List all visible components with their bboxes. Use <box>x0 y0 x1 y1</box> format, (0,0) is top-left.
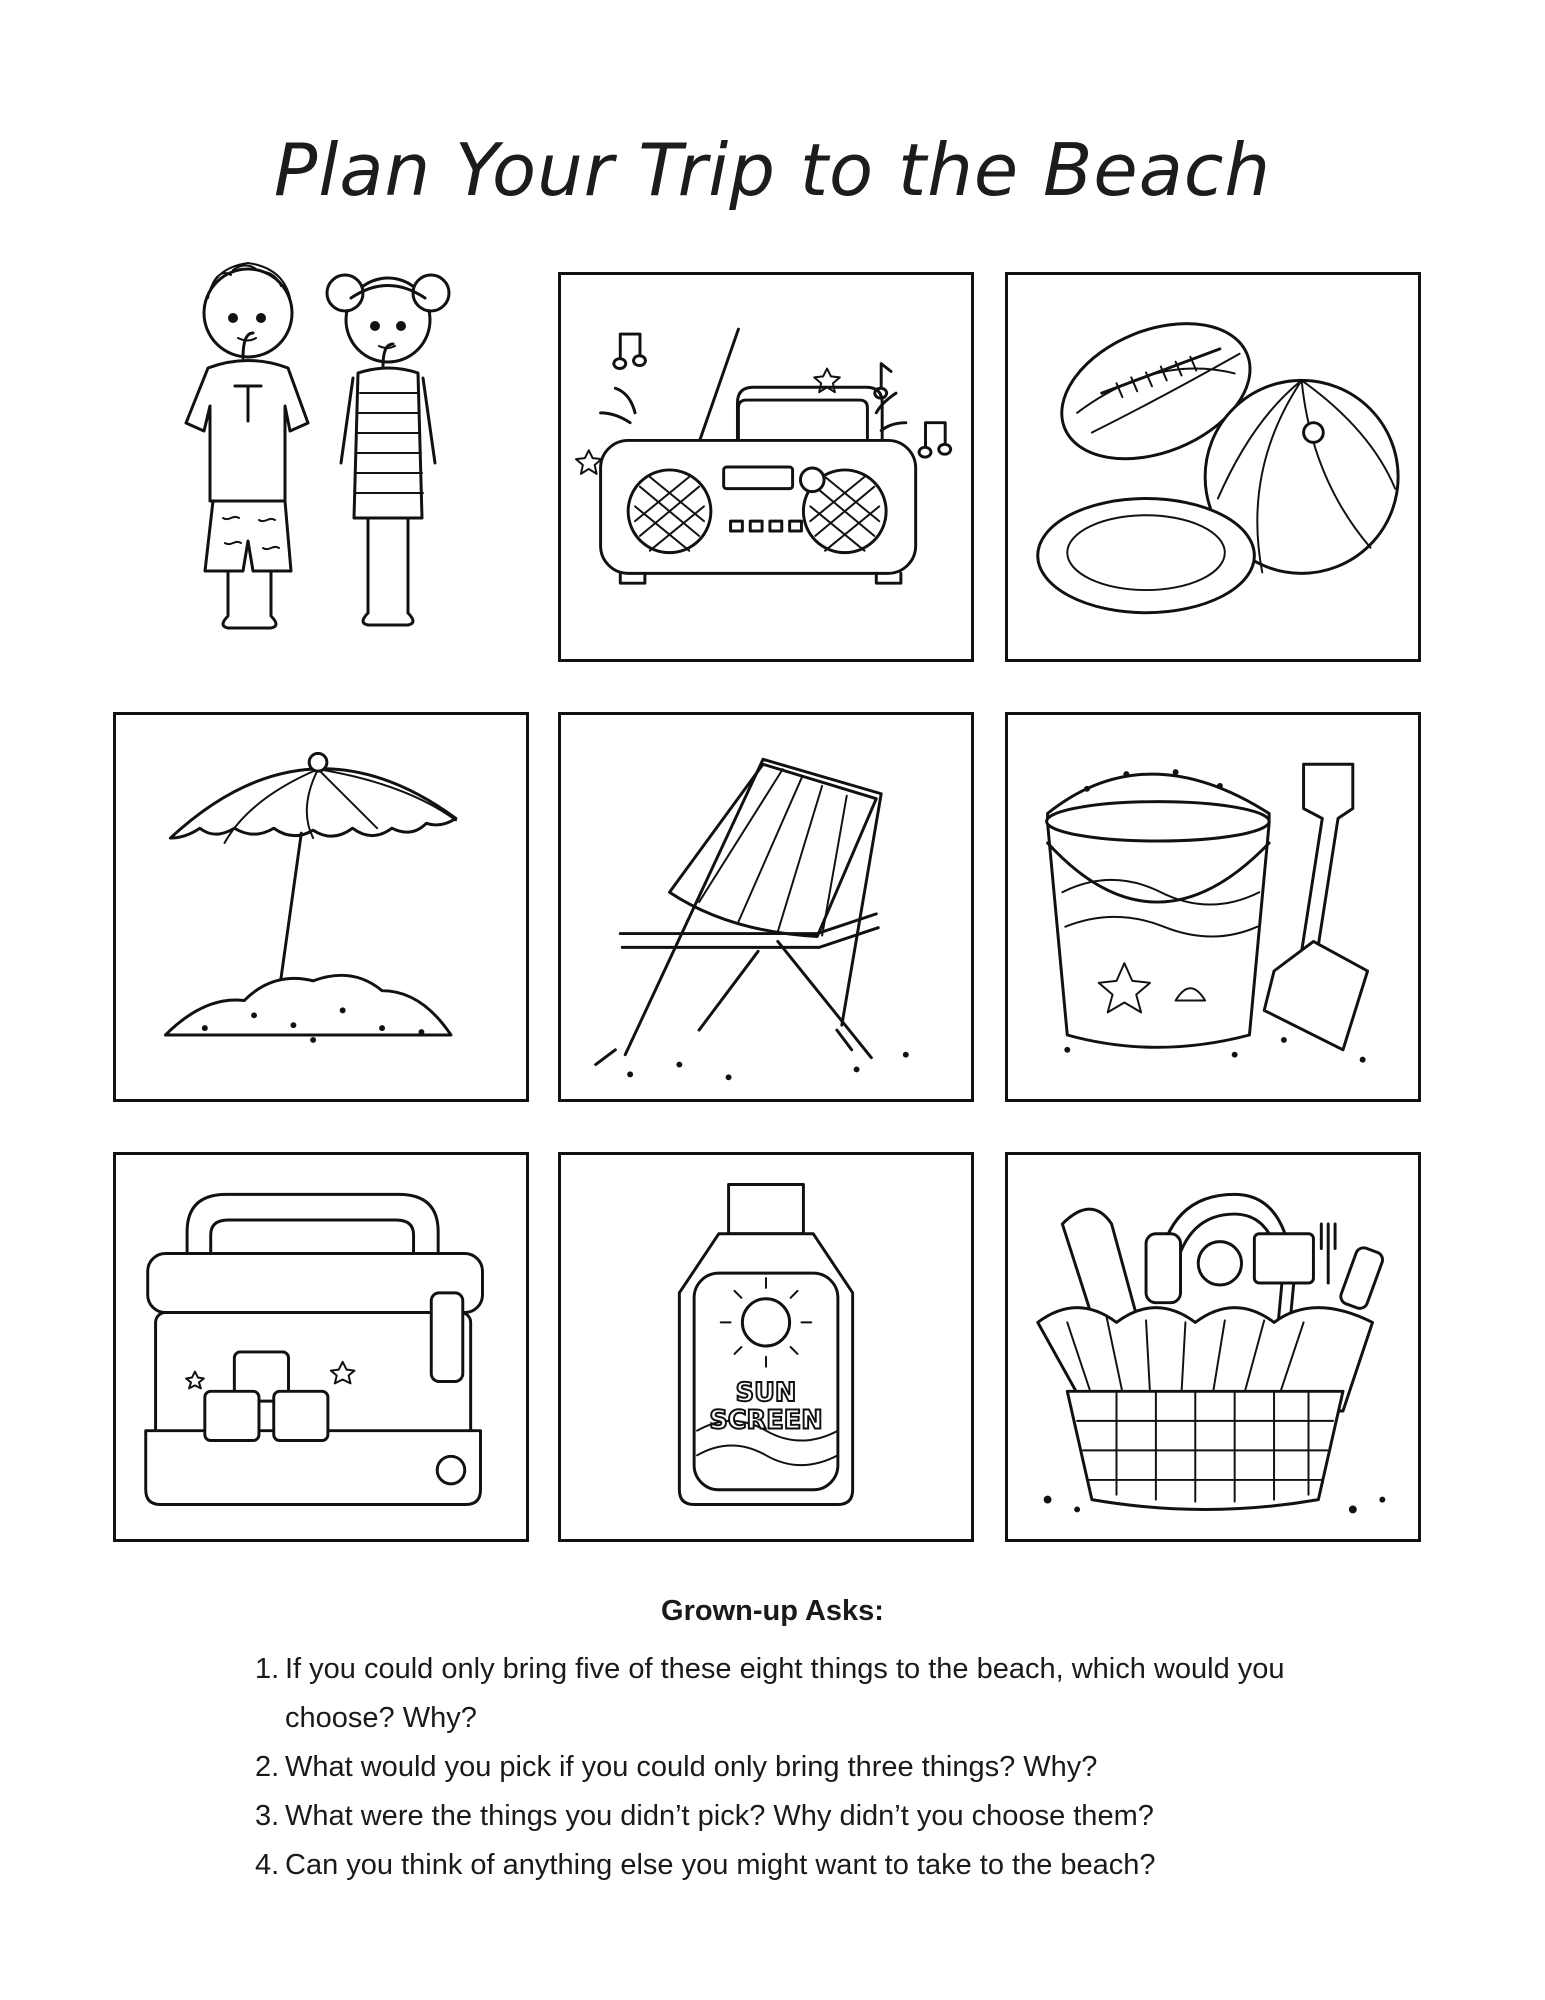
question-text: What would you pick if you could only bring three things? Why? <box>285 1751 1098 1783</box>
sunscreen-bottle-icon <box>561 1155 971 1539</box>
sunscreen-label-line2: SCREEN <box>709 1405 823 1436</box>
cooler-icon <box>116 1155 526 1539</box>
kids-illustration <box>113 258 529 648</box>
football-beachball-frisbee-icon <box>1008 275 1418 659</box>
umbrella-card[interactable] <box>113 712 529 1102</box>
question-item <box>255 1743 1315 1792</box>
balls-card[interactable] <box>1005 272 1421 662</box>
beach-chair-icon <box>561 715 971 1099</box>
questions-heading: Grown-up Asks: <box>661 1595 884 1627</box>
sunscreen-label-line1: SUN <box>735 1378 797 1409</box>
grown-up-questions <box>0 1595 1545 1881</box>
question-text: What were the things you didn’t pick? Why didn’t you choose them? <box>285 1800 1154 1832</box>
radio-card[interactable] <box>558 272 974 662</box>
kids-thinking-icon <box>113 258 529 648</box>
questions-list <box>255 1645 1315 1890</box>
question-number: 1. <box>255 1653 280 1685</box>
question-item <box>255 1645 1315 1743</box>
bucket-card[interactable] <box>1005 712 1421 1102</box>
question-item <box>255 1792 1315 1841</box>
boombox-radio-icon <box>561 275 971 659</box>
question-number: 3. <box>255 1800 280 1832</box>
sand-bucket-shovel-icon <box>1008 715 1418 1099</box>
sunscreen-card[interactable] <box>558 1152 974 1542</box>
page-title: Plan Your Trip to the Beach <box>273 128 1272 213</box>
question-item <box>255 1841 1315 1890</box>
cooler-card[interactable] <box>113 1152 529 1542</box>
picnic-basket-icon <box>1008 1155 1418 1539</box>
question-text: Can you think of anything else you might want to take to the beach? <box>285 1849 1156 1881</box>
question-number: 4. <box>255 1849 280 1881</box>
chair-card[interactable] <box>558 712 974 1102</box>
question-number: 2. <box>255 1751 280 1783</box>
question-text: If you could only bring five of these eight things to the beach, which would you choose? Why? <box>285 1653 1285 1734</box>
basket-card[interactable] <box>1005 1152 1421 1542</box>
beach-umbrella-icon <box>116 715 526 1099</box>
